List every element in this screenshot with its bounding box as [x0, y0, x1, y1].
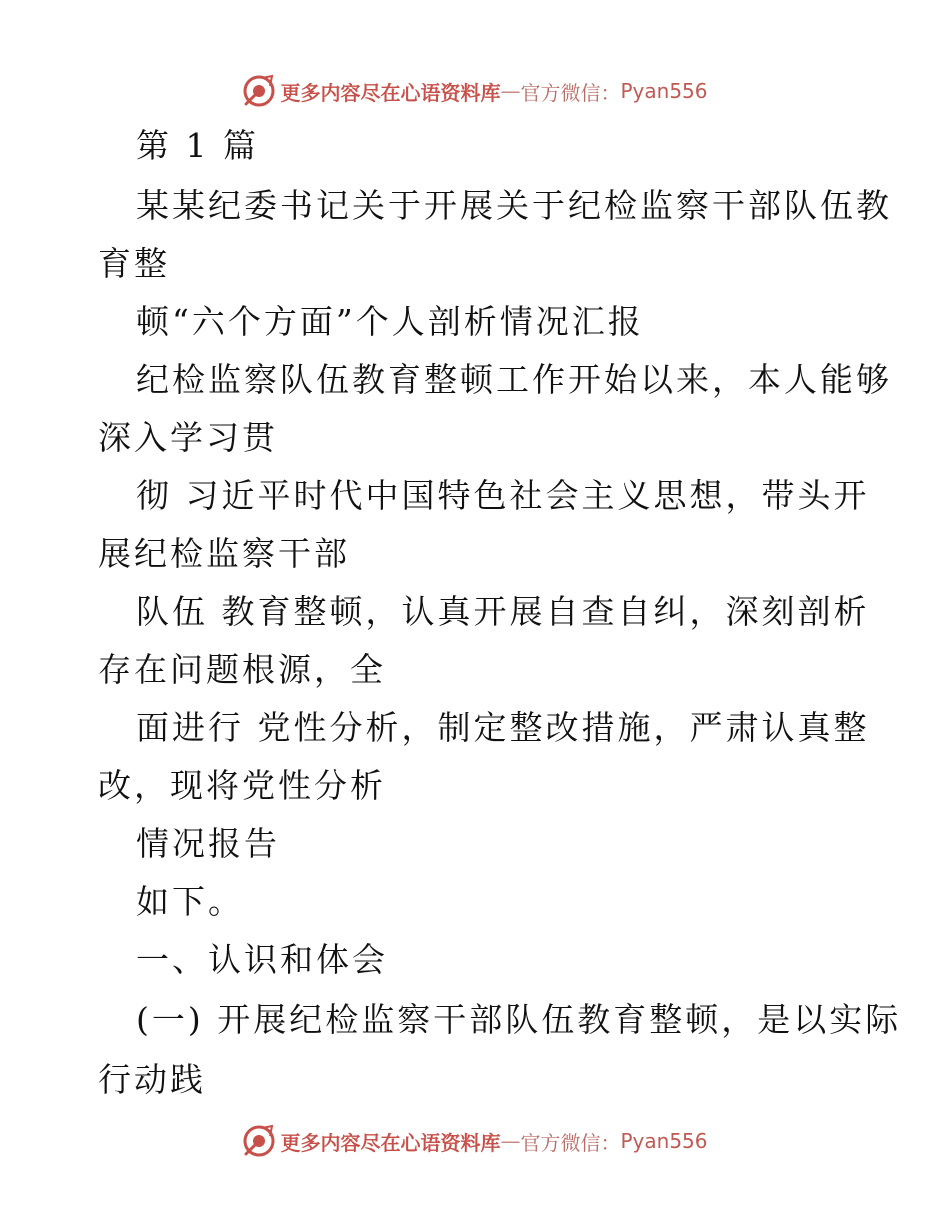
paragraph-line: 情况报告 [136, 824, 280, 863]
watermark-wechat-id: Pyan556 [620, 1129, 708, 1153]
paragraph-line: 队伍 教育整顿，认真开展自查自纠，深刻剖析 [136, 592, 870, 631]
footer-watermark [0, 1121, 950, 1161]
paragraph-line: 存在问题根源，全 [98, 650, 386, 689]
paragraph-line: 改，现将党性分析 [98, 766, 386, 805]
watermark-label: 官方微信： [520, 1130, 621, 1155]
quill-seal-icon [242, 74, 276, 108]
paragraph-line: 深入学习贯 [98, 418, 278, 457]
watermark-separator: — [500, 79, 521, 103]
chapter-heading: 第 1 篇 [136, 126, 259, 165]
watermark-wechat-id: Pyan556 [620, 79, 708, 103]
title-line-1: 某某纪委书记关于开展关于纪检监察干部队伍教 [136, 186, 892, 225]
title-line-2: 育整 [98, 244, 170, 283]
header-watermark [0, 71, 950, 111]
watermark-brand: 更多内容尽在心语资料库 [280, 80, 501, 105]
paragraph-line: 行动践 [98, 1060, 206, 1099]
paragraph-line: 如下。 [136, 882, 244, 921]
section-heading: 一、认识和体会 [136, 940, 388, 979]
paragraph-line: 彻 习近平时代中国特色社会主义思想，带头开 [136, 476, 870, 515]
subsection-heading: (一) 开展纪检监察干部队伍教育整顿，是以实际 [136, 1000, 902, 1039]
watermark-separator: — [500, 1129, 521, 1153]
title-line-3: 顿“六个方面”个人剖析情况汇报 [136, 302, 644, 341]
paragraph-line: 展纪检监察干部 [98, 534, 350, 573]
watermark-label: 官方微信： [520, 80, 621, 105]
watermark-brand: 更多内容尽在心语资料库 [280, 1130, 501, 1155]
paragraph-line: 纪检监察队伍教育整顿工作开始以来，本人能够 [136, 360, 892, 399]
paragraph-line: 面进行 党性分析，制定整改措施，严肃认真整 [136, 708, 870, 747]
quill-seal-icon [242, 1124, 276, 1158]
